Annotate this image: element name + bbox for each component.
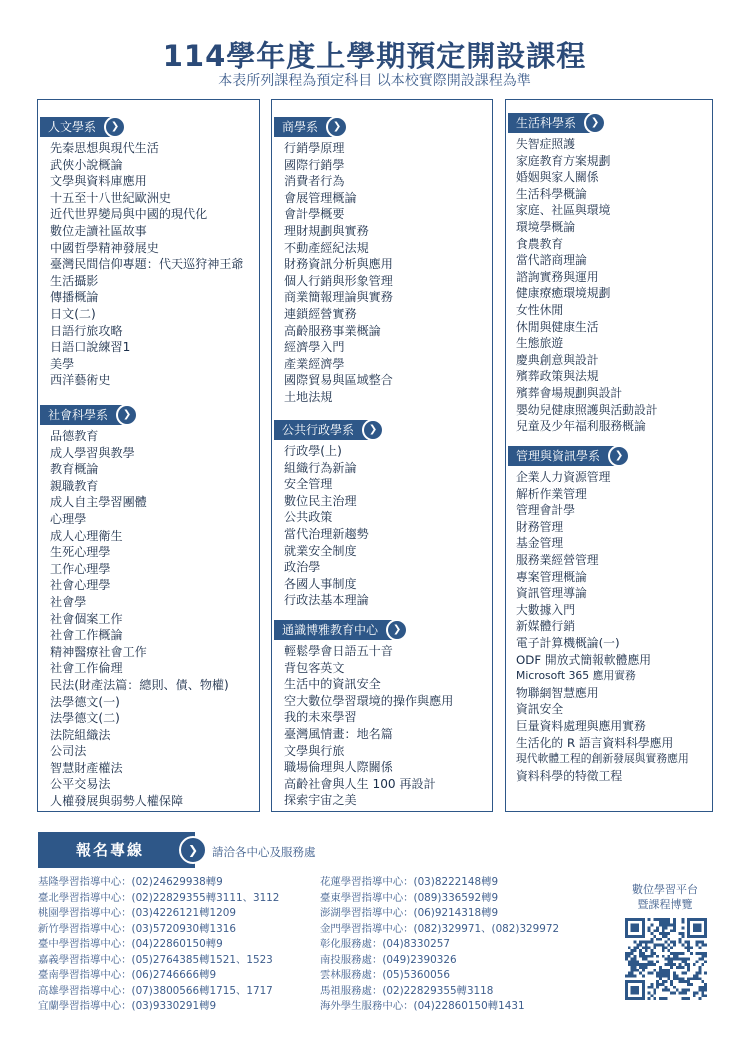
course-item: 生態旅遊 [516, 336, 564, 351]
section-title: 社會科學系 [48, 408, 109, 422]
course-item: 文學與行旅 [284, 743, 345, 758]
course-item: 殯葬會場規劃與設計 [516, 385, 623, 400]
course-item: 社會工作倫理 [50, 661, 123, 676]
course-column-3 [505, 99, 713, 812]
course-item: 慶典創意與設計 [516, 352, 599, 367]
course-item: 數位走讀社區故事 [50, 223, 147, 238]
course-item: ODF 開放式簡報軟體應用 [516, 652, 652, 667]
section-tag [508, 446, 624, 466]
course-item: 經濟學入門 [284, 340, 345, 355]
course-item: 女性休閒 [516, 302, 564, 317]
chevron-right-icon: ❯ [386, 619, 408, 641]
course-item: 生活科學概論 [516, 186, 587, 201]
course-item: 休閒與健康生活 [516, 319, 599, 334]
course-item: 社會學 [50, 594, 87, 609]
course-item: 生死心理學 [50, 545, 111, 560]
course-item: 現代軟體工程的創新發展與實務應用 [516, 752, 689, 766]
contact-item: 彰化服務處：(04)8330257 [320, 938, 450, 950]
contact-item: 海外學生服務中心：(04)22860150轉1431 [320, 1000, 525, 1012]
hotline-note: 請洽各中心及服務處 [212, 845, 316, 859]
course-item: 家庭教育方案規劃 [516, 153, 611, 168]
course-item: 近代世界變局與中國的現代化 [50, 207, 208, 222]
course-item: 社會心理學 [50, 578, 111, 593]
course-item: 電子計算機概論(一) [516, 635, 620, 650]
course-item: 諮詢實務與運用 [516, 269, 599, 284]
contact-item: 澎湖學習指導中心：(06)9214318轉9 [320, 907, 499, 919]
course-item: 會計學概要 [284, 207, 345, 222]
contact-item: 金門學習指導中心：(082)329971、(082)329972 [320, 922, 560, 935]
course-list [506, 136, 712, 435]
course-item: 個人行銷與形象管理 [284, 273, 393, 288]
course-item: 就業安全制度 [284, 543, 357, 558]
course-item: 探索宇宙之美 [284, 793, 357, 808]
course-item: 文學與資料庫應用 [50, 174, 147, 189]
course-item: 行政學(上) [284, 444, 342, 458]
course-item: 心理學 [50, 511, 87, 526]
contact-item: 桃園學習指導中心：(03)4226121轉1209 [38, 907, 236, 919]
course-item: 十五至十八世紀歐洲史 [50, 190, 171, 205]
contact-item: 臺中學習指導中心：(04)22860150轉9 [38, 938, 223, 950]
course-item: 日語行旅攻略 [50, 323, 123, 338]
qr-caption-line1: 數位學習平台 [632, 883, 698, 896]
course-item: 不動產經紀法規 [284, 240, 369, 255]
chevron-right-icon: ❯ [362, 419, 384, 441]
course-item: 日文(二) [50, 306, 96, 321]
contact-item: 宜蘭學習指導中心：(03)9330291轉9 [38, 1000, 217, 1012]
course-item: 國際行銷學 [284, 157, 345, 172]
contact-item: 臺南學習指導中心：(06)2746666轉9 [38, 969, 217, 981]
course-item: 巨量資料處理與應用實務 [516, 718, 646, 733]
qr-caption [615, 882, 715, 912]
course-item: 美學 [50, 356, 75, 371]
section-tag [40, 117, 120, 137]
course-item: 專案管理概論 [516, 569, 587, 584]
course-item: 成人學習與教學 [50, 445, 135, 460]
course-list [272, 443, 492, 609]
course-list [38, 140, 259, 389]
section-title: 商學系 [282, 120, 319, 134]
course-item: 中國哲學精神發展史 [50, 240, 159, 255]
course-item: 解析作業管理 [516, 486, 587, 501]
course-item: 臺灣民間信仰專題：代天巡狩神王爺 [50, 257, 244, 272]
course-item: 成人自主學習團體 [50, 495, 147, 510]
section-general-education [272, 619, 492, 809]
section-tag [274, 117, 342, 137]
course-item: 財務管理 [516, 519, 564, 534]
section-public-administration [272, 419, 492, 609]
section-management-information [506, 445, 712, 784]
course-item: 組織行為新論 [284, 460, 357, 475]
section-social-science [38, 404, 259, 810]
chevron-right-icon: ❯ [326, 116, 348, 138]
section-title: 管理與資訊學系 [516, 449, 601, 463]
section-title: 通識博雅教育中心 [282, 623, 379, 637]
course-item: 法學德文(二) [50, 711, 120, 726]
course-item: 家庭、社區與環境 [516, 203, 611, 218]
course-item: 先秦思想與現代生活 [50, 141, 159, 155]
course-item: 資料科學的特徵工程 [516, 768, 623, 783]
qr-code-icon[interactable] [625, 918, 707, 1000]
chevron-right-icon: ❯ [104, 116, 126, 138]
course-list [272, 140, 492, 406]
course-list [506, 469, 712, 784]
course-item: 日語口說練習1 [50, 340, 131, 355]
course-item: 產業經濟學 [284, 356, 345, 371]
course-item: 西洋藝術史 [50, 373, 111, 388]
course-item: 企業人力資源管理 [516, 470, 611, 484]
course-item: 食農教育 [516, 236, 564, 251]
chevron-right-icon: ❯ [179, 836, 207, 864]
contact-item: 雲林服務處：(05)5360056 [320, 969, 450, 981]
contact-item: 嘉義學習指導中心：(05)2764385轉1521、1523 [38, 953, 273, 966]
course-item: 公共政策 [284, 510, 333, 525]
course-item: 健康療癒環境規劃 [516, 286, 611, 301]
course-item: 精神醫療社會工作 [50, 644, 147, 659]
course-item: 環境學概論 [516, 219, 575, 234]
course-item: 高齡服務事業概論 [284, 323, 381, 338]
course-item: 民法(財產法篇：總則、債、物權) [50, 677, 229, 692]
contact-list-right [320, 875, 559, 1015]
hotline-label: 報名專線 [76, 841, 145, 859]
section-life-science [506, 112, 712, 435]
page-title: 114學年度上學期預定開設課程 [162, 39, 587, 73]
course-item: 消費者行為 [284, 174, 345, 189]
course-item: 連鎖經營實務 [284, 306, 357, 321]
course-item: 我的未來學習 [284, 710, 357, 725]
chevron-right-icon: ❯ [608, 445, 630, 467]
course-item: 服務業經營管理 [516, 552, 599, 567]
course-item: 兒童及少年福利服務概論 [516, 419, 646, 434]
course-column-2 [271, 99, 493, 812]
contact-item: 新竹學習指導中心：(03)5720930轉1316 [38, 922, 236, 935]
chevron-right-icon: ❯ [116, 404, 138, 426]
course-list [272, 643, 492, 809]
course-column-1 [37, 99, 260, 812]
contact-list-left [38, 875, 279, 1015]
course-item: 公司法 [50, 744, 87, 759]
course-item: 財務資訊分析與應用 [284, 257, 393, 272]
course-item: 生活化的 R 語言資料科學應用 [516, 735, 674, 750]
contact-item: 臺東學習指導中心：(089)336592轉9 [320, 891, 499, 904]
contact-item: 花蓮學習指導中心：(03)8222148轉9 [320, 876, 499, 888]
section-tag [40, 405, 132, 425]
course-item: 智慧財產權法 [50, 760, 123, 775]
course-item: 會展管理概論 [284, 190, 357, 205]
course-item: 生活中的資訊安全 [284, 677, 381, 692]
contact-item: 馬祖服務處：(02)22829355轉3118 [320, 984, 494, 997]
course-item: 當代諮商理論 [516, 253, 587, 268]
course-item: 親職教育 [50, 478, 99, 493]
course-item: 輕鬆學會日語五十音 [284, 644, 393, 658]
course-item: 婚姻與家人關係 [516, 170, 599, 185]
contact-item: 南投服務處：(049)2390326 [320, 953, 457, 966]
contact-item: 高雄學習指導中心：(07)3800566轉1715、1717 [38, 984, 273, 997]
contact-item: 臺北學習指導中心：(02)22829355轉3111、3112 [38, 891, 280, 904]
course-item: 武俠小說概論 [50, 157, 123, 172]
course-item: 傳播概論 [50, 290, 99, 305]
course-item: 新媒體行銷 [516, 619, 575, 634]
course-item: 嬰幼兒健康照護與活動設計 [516, 402, 658, 417]
course-item: 成人心理衛生 [50, 528, 123, 543]
course-list [38, 428, 259, 810]
course-item: 資訊管理導論 [516, 586, 587, 601]
course-item: 行政法基本理論 [284, 593, 369, 608]
course-item: 大數據入門 [516, 602, 575, 617]
course-item: 空大數位學習環境的操作與應用 [284, 693, 454, 708]
course-item: 失智症照護 [516, 137, 575, 151]
page-subtitle: 本表所列課程為預定科目 以本校實際開設課程為準 [218, 73, 531, 89]
course-item: 教育概論 [50, 462, 99, 477]
course-item: 國際貿易與區域整合 [284, 373, 393, 388]
hotline-banner [38, 832, 199, 868]
chevron-right-icon: ❯ [584, 112, 606, 134]
course-item: 管理會計學 [516, 503, 575, 518]
section-tag [274, 620, 402, 640]
course-item: 殯葬政策與法規 [516, 369, 599, 384]
section-tag [508, 113, 600, 133]
course-item: 各國人事制度 [284, 576, 357, 591]
course-item: 人權發展與弱勢人權保障 [50, 794, 184, 809]
course-item: 生活攝影 [50, 273, 99, 288]
course-item: Microsoft 365 應用實務 [516, 669, 636, 683]
course-item: 行銷學原理 [284, 141, 345, 155]
course-item: 職場倫理與人際關係 [284, 760, 393, 775]
course-item: 當代治理新趨勢 [284, 526, 369, 541]
course-item: 數位民主治理 [284, 493, 357, 508]
section-humanities [38, 116, 259, 389]
course-item: 臺灣風情畫：地名篇 [284, 726, 393, 741]
contact-item: 基隆學習指導中心：(02)24629938轉9 [38, 876, 223, 888]
section-tag [274, 420, 378, 440]
course-item: 商業簡報理論與實務 [284, 290, 393, 305]
course-item: 物聯網智慧應用 [516, 685, 599, 700]
qr-caption-line2: 暨課程博覽 [637, 898, 693, 911]
course-item: 法學德文(一) [50, 694, 120, 709]
course-item: 公平交易法 [50, 777, 111, 792]
section-title: 人文學系 [48, 120, 97, 134]
course-item: 基金管理 [516, 536, 564, 551]
course-item: 政治學 [284, 560, 321, 575]
section-title: 公共行政學系 [282, 423, 355, 437]
course-item: 安全管理 [284, 477, 333, 492]
course-item: 理財規劃與實務 [284, 223, 369, 238]
course-item: 資訊安全 [516, 702, 564, 717]
course-item: 高齡社會與人生 100 再設計 [284, 776, 436, 791]
course-item: 背包客英文 [284, 660, 345, 675]
course-item: 法院組織法 [50, 727, 111, 742]
section-title: 生活科學系 [516, 116, 577, 130]
course-item: 品德教育 [50, 429, 99, 443]
course-item: 社會工作概論 [50, 628, 123, 643]
course-item: 社會個案工作 [50, 611, 123, 626]
section-business [272, 116, 492, 406]
course-item: 土地法規 [284, 389, 333, 404]
course-item: 工作心理學 [50, 561, 111, 576]
